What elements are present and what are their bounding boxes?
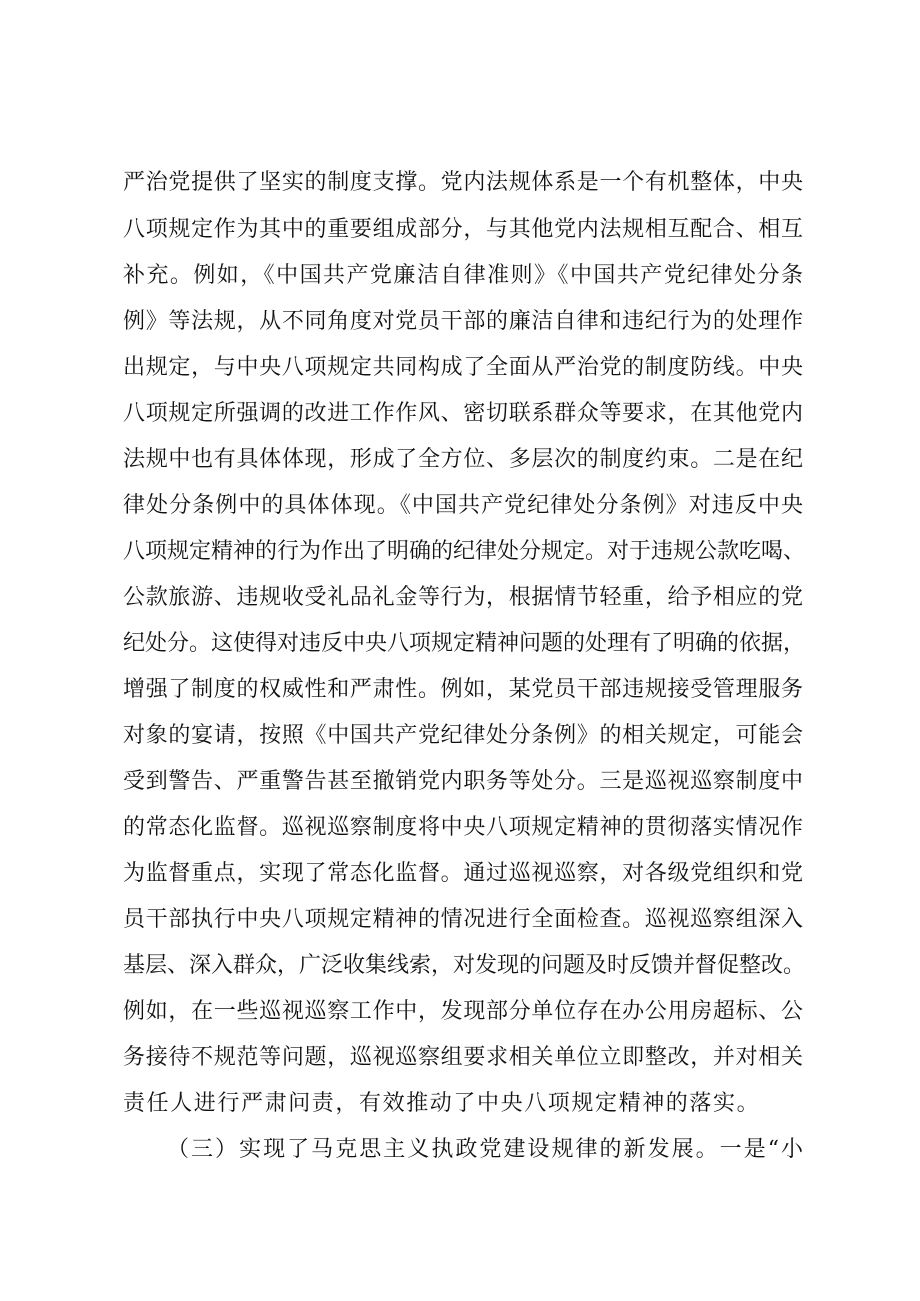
paragraph-line: 法规中也有具体体现，形成了全方位、多层次的制度约束。二是在纪 (123, 447, 803, 472)
paragraph-line: 对象的宴请，按照《中国共产党纪律处分条例》的相关规定，可能会 (123, 723, 803, 748)
paragraph-line: 公款旅游、违规收受礼品礼金等行为，根据情节轻重，给予相应的党 (123, 585, 803, 610)
paragraph-line: 纪处分。这使得对违反中央八项规定精神问题的处理有了明确的依据， (123, 631, 806, 656)
paragraph-line: 务接待不规范等问题，巡视巡察组要求相关单位立即整改，并对相关 (123, 1045, 803, 1070)
paragraph-line: 八项规定作为其中的重要组成部分，与其他党内法规相互配合、相互 (123, 217, 803, 242)
paragraph-line: 严治党提供了坚实的制度支撑。党内法规体系是一个有机整体，中央 (123, 170, 803, 195)
paragraph-line: 例如，在一些巡视巡察工作中，发现部分单位存在办公用房超标、公 (123, 999, 803, 1024)
paragraph-line: 八项规定精神的行为作出了明确的纪律处分规定。对于违规公款吃喝、 (123, 539, 806, 564)
paragraph-line: 例》等法规，从不同角度对党员干部的廉洁自律和违纪行为的处理作 (123, 309, 803, 334)
paragraph-line: 出规定，与中央八项规定共同构成了全面从严治党的制度防线。中央 (123, 355, 803, 380)
paragraph-line: 增强了制度的权威性和严肃性。例如，某党员干部违规接受管理服务 (123, 677, 803, 702)
paragraph-line-last: 责任人进行严肃问责，有效推动了中央八项规定精神的落实。 (123, 1091, 761, 1116)
paragraph-line: 基层、深入群众，广泛收集线索，对发现的问题及时反馈并督促整改。 (123, 953, 806, 978)
paragraph-line: 八项规定所强调的改进工作作风、密切联系群众等要求，在其他党内 (123, 401, 803, 426)
paragraph-line: 员干部执行中央八项规定精神的情况进行全面检查。巡视巡察组深入 (123, 907, 803, 932)
paragraph-line: 补充。例如，《中国共产党廉洁自律准则》《中国共产党纪律处分条 (123, 263, 803, 288)
section-heading-line: （三）实现了马克思主义执政党建设规律的新发展。一是“小 (167, 1137, 803, 1162)
paragraph-line: 受到警告、严重警告甚至撤销党内职务等处分。三是巡视巡察制度中 (123, 769, 803, 794)
paragraph-line: 的常态化监督。巡视巡察制度将中央八项规定精神的贯彻落实情况作 (123, 815, 803, 840)
paragraph-line: 律处分条例中的具体体现。《中国共产党纪律处分条例》对违反中央 (123, 493, 803, 518)
paragraph-line: 为监督重点，实现了常态化监督。通过巡视巡察，对各级党组织和党 (123, 861, 803, 886)
